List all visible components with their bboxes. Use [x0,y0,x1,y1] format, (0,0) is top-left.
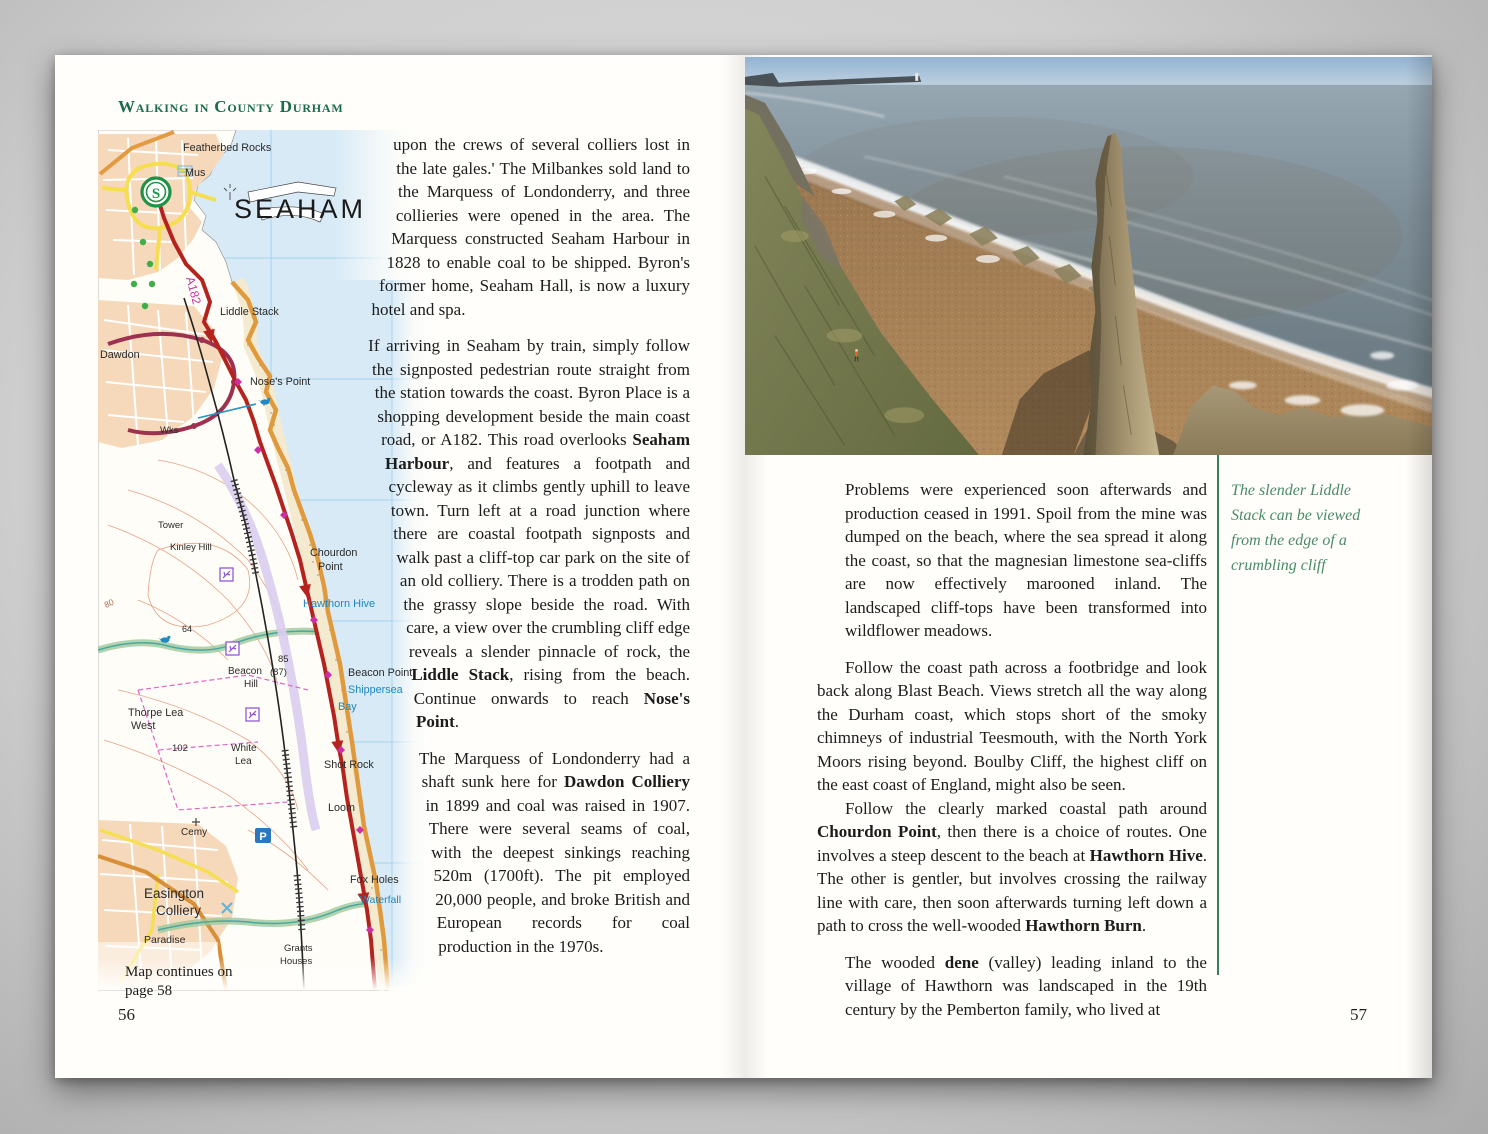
paragraph: Follow the clearly marked coastal path around Chourdon Point, then there is a choice of routes. One involves a steep descent to the beach at Hawthorn Hive. The other is gentler, but involves crossing the railway line with care, then soon afterwards turning left down a path to cross the well-wooded Hawthorn Burn. [817,798,1207,935]
map-label: Tower [158,520,184,531]
map-label: (87) [270,667,287,678]
left-text-column [98,133,690,1073]
map-label: White [231,743,257,754]
map-label: Mus [185,167,206,179]
map-label: Fox Holes [350,874,399,886]
page-number-right: 57 [1350,1005,1367,1024]
map-label: Beacon Point [348,667,413,679]
map-label: 102 [172,743,188,754]
paragraph: The wooded dene (valley) leading inland to the village of Hawthorn was landscaped in the 19th century by the Pemberton family, who lived at [845,952,1207,1019]
map-label: Hill [244,679,258,690]
caption-rule [1217,455,1219,975]
map-label: Thorpe Lea [128,707,184,719]
map-label: Featherbed Rocks [183,142,272,154]
map-label: Nose's Point [250,376,311,388]
map-label: Easington [144,886,205,901]
map-label: Point [318,561,343,573]
page-number-left: 56 [118,1005,135,1024]
paragraph: The Marquess of Londonderry had a shaft sunk here for Dawdon Colliery in 1899 and coal was raised in 1907. There were several seams of coal, with the deepest sinkings reaching 520m (1700ft). The pit employed 20,000 people, and broke British and European records for coal production in the 1970s. [418,748,690,956]
map-label: Loom [328,802,356,814]
map-label: A182 [183,275,204,306]
paragraph: Problems were experienced soon afterwards and production ceased in 1991. Spoil from the mine was dumped on the beach, where the sea spread it along the coast, so that the magnesian limestone sea-cliffs are now effectively marooned inland. The landscaped cliff-tops have been transformed into wildflower meadows. [845,480,1207,640]
map-label: S [151,186,161,202]
map-label: 85 [278,654,289,665]
paragraph: upon the crews of several colliers lost in the late gales.' The Milbankes sold land to the Marquess of Londonderry, and three collieries were opened in the area. The Marquess constructed Seaham Harbour in 1828 to enable coal to be shipped. Byron's former home, Seaham Hall, is now a luxury hotel and spa. [371,135,690,319]
paragraph: If arriving in Seaham by train, simply follow the signposted pedestrian route straight from the station towards the coast. Byron Place is a shopping development beside the main coast road, or A182. This road overlooks Seaham Harbour, and features a footpath and cycleway as it climbs gently uphill to leave town. Turn left at a road junction where there are coastal footpath signposts and walk past a cliff-top car park on the site of an old colliery. There is a trodden path on the grassy slope beside the road. With care, a view over the crumbling cliff edge reveals a slender pinnacle of rock, the Liddle Stack, rising from the beach. Continue onwards to reach Nose's Point. [368,336,690,731]
map-label: Lea [235,756,252,767]
map-label: Cemy [181,827,208,838]
map-label: SEAHAM [234,194,367,224]
map-label: West [131,720,156,732]
map-label: Grants [284,943,313,954]
map-label: Chourdon [310,547,358,559]
map-label: Wks [160,425,179,436]
right-text-column [817,478,1207,1021]
map-label: 64 [182,624,193,634]
map-label: Dawdon [100,349,140,361]
map-label: Shot Rock [324,759,374,771]
map-label: P [259,831,267,843]
map-continuation-note: Map continues on page 58 [125,964,233,999]
photo-liddle-stack [745,57,1432,455]
paragraph: Follow the coast path across a footbridge and look back along Blast Beach. Views stretch all the way along the Durham coast, which stops short of the smoky chimneys of industrial Teesmouth, with the North York Moors rising beyond. Boulby Cliff, the highest cliff on the east coast of England, might also be seen. [817,657,1207,794]
map-label: Liddle Stack [220,306,279,318]
map-label: 80 [102,596,116,610]
book-spread [55,55,1432,1078]
map-label: Bay [338,701,357,713]
map-label: Waterfall [360,894,402,906]
map-label: Houses [280,956,313,967]
running-header: Walking in County Durham [118,97,344,116]
photo-caption: The slender Liddle Stack can be viewed from the edge of a crumbling cliff [1231,482,1361,574]
photo-graphic [745,57,1432,455]
map-label: Colliery [156,903,202,918]
map-label: Shippersea [348,684,403,696]
map-label: Kinley Hill [170,542,212,553]
right-column-paragraphs [817,478,1207,1021]
map-label: Hawthorn Hive [303,598,376,610]
map-label: Paradise [144,934,186,946]
map-label: Beacon [228,666,262,677]
